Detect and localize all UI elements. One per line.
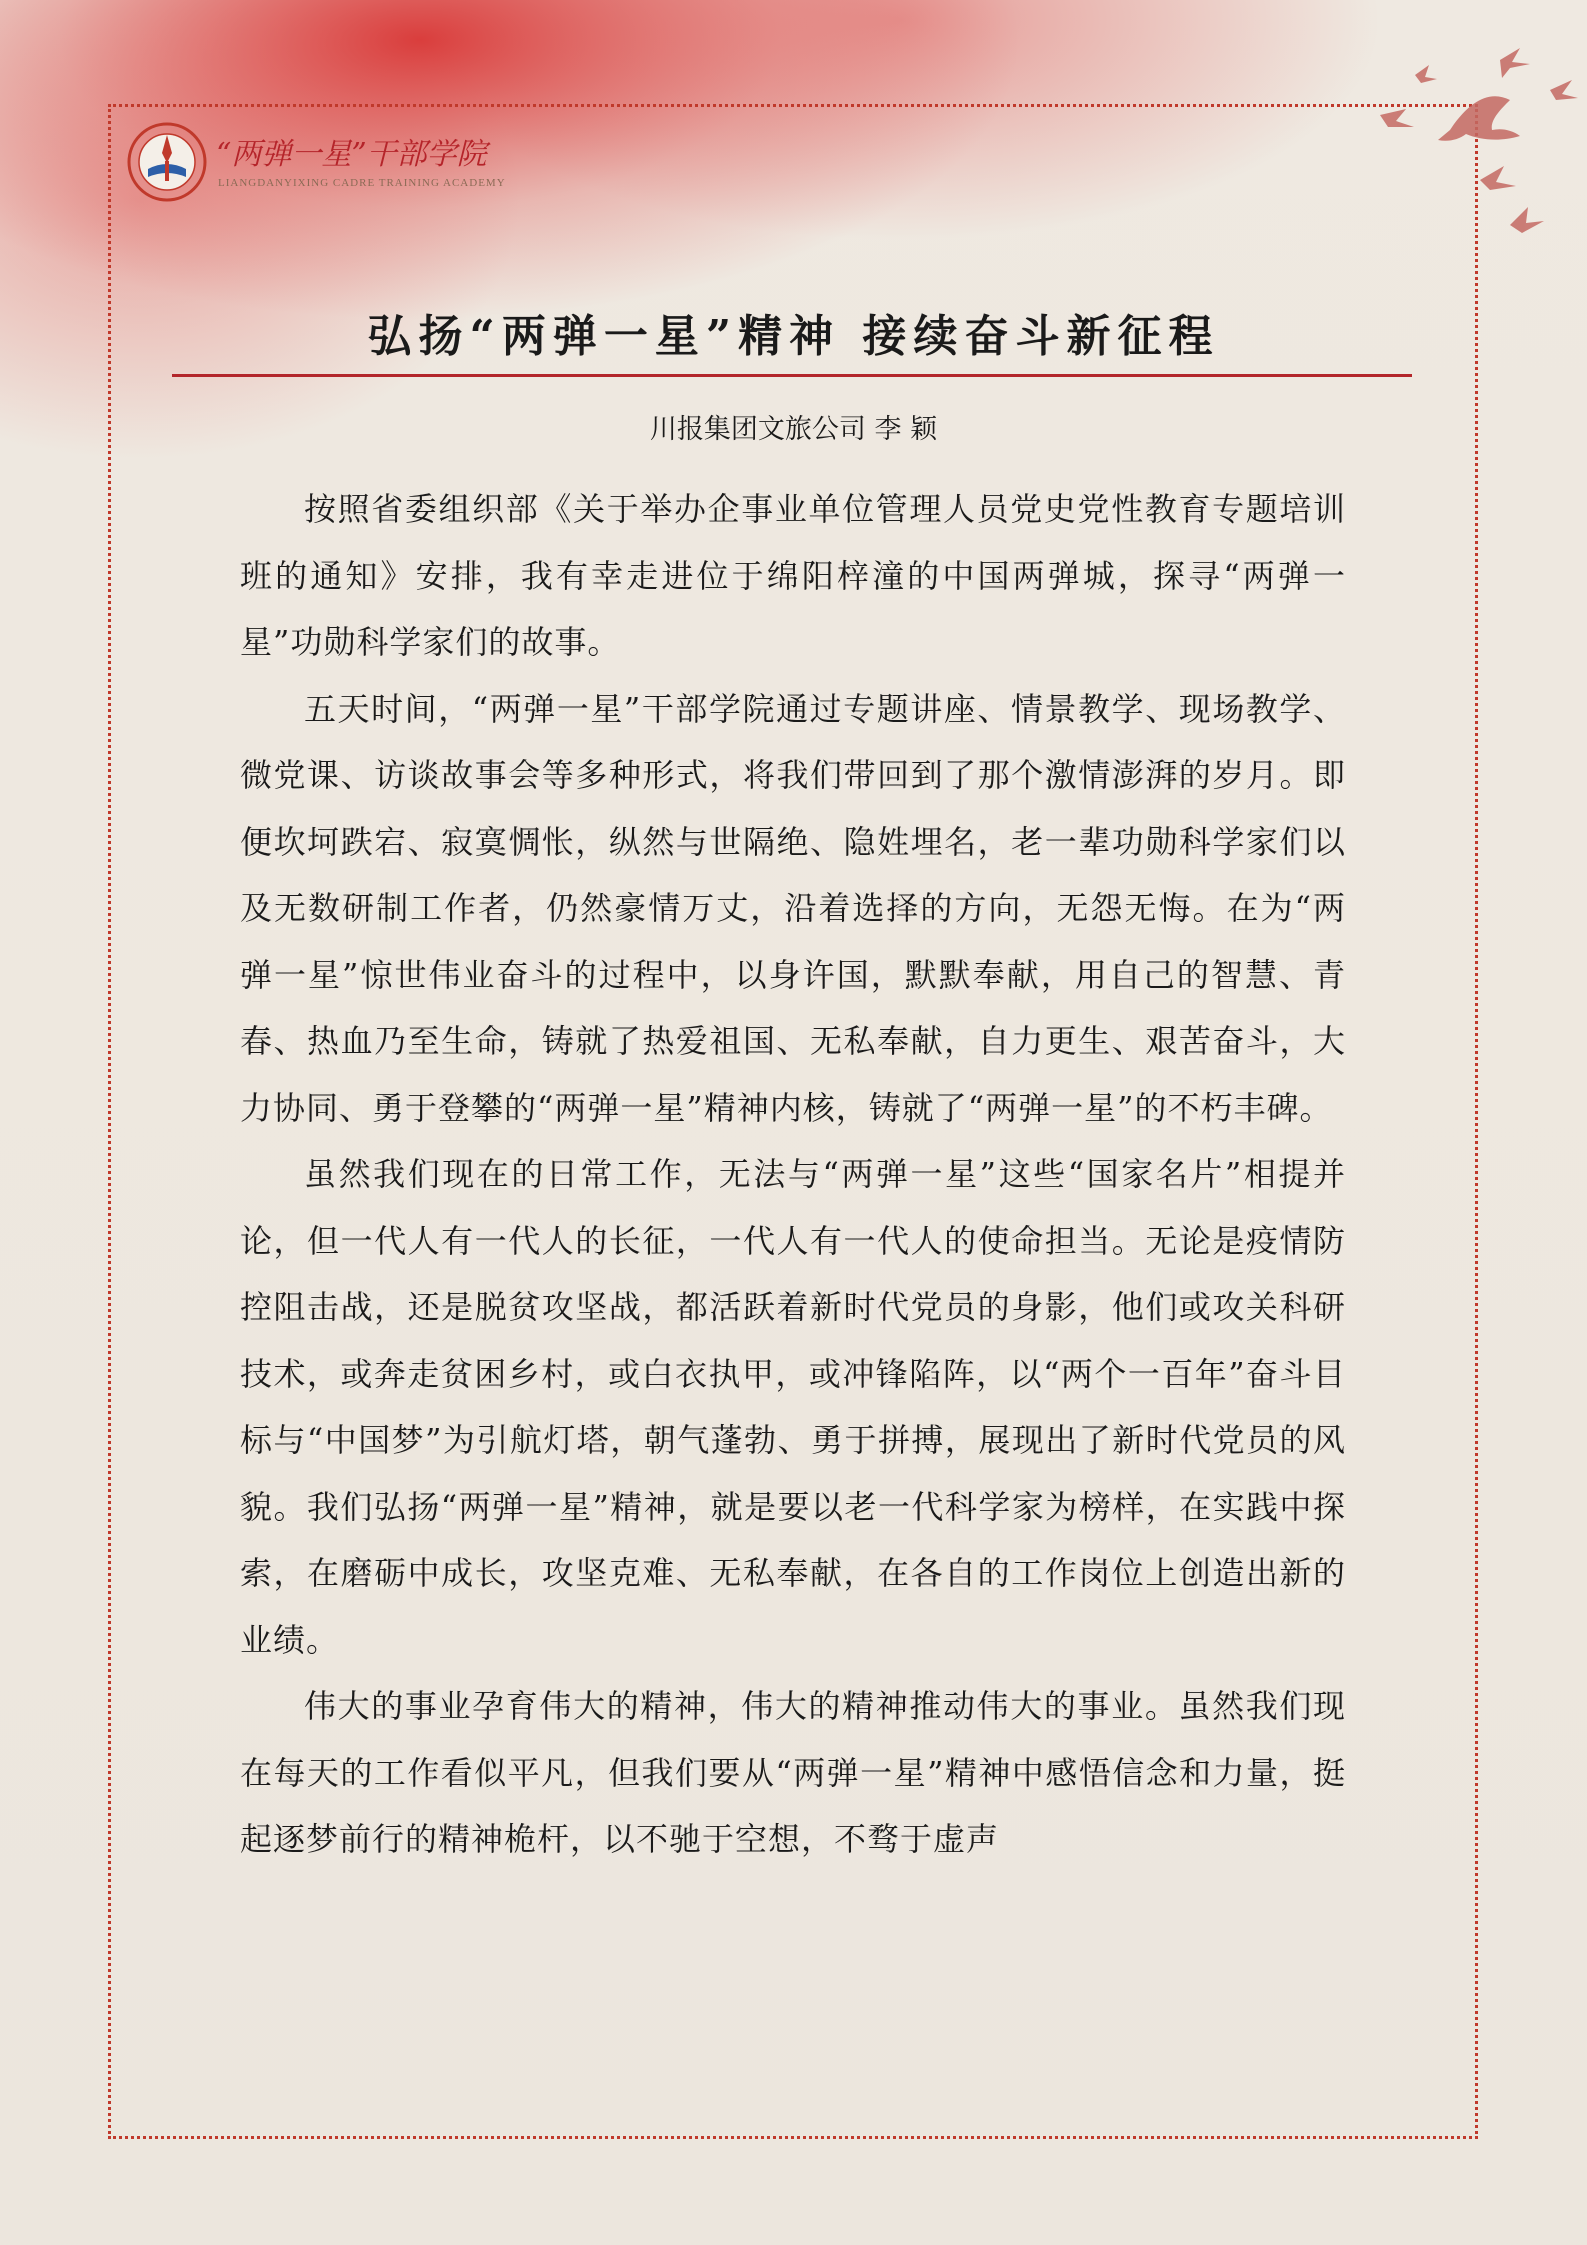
paragraph: 按照省委组织部《关于举办企事业单位管理人员党史党性教育专题培训班的通知》安排，我有幸走进位于绵阳梓潼的中国两弹城，探寻“两弹一星”功勋科学家们的故事。 — [240, 490, 1346, 661]
academy-name: “两弹一星”干部学院 — [216, 137, 487, 172]
paragraph: 虽然我们现在的日常工作，无法与“两弹一星”这些“国家名片”相提并论，但一代人有一代人的长征，一代人有一代人的使命担当。无论是疫情防控阻击战，还是脱贫攻坚战，都活跃着新时代党员的身影，他们或攻关科研技术，或奔走贫困乡村，或白衣执甲，或冲锋陷阵，以“两个一百年”奋斗目标与“中国梦”为引航灯塔，朝气蓬勃、勇于拼搏，展现出了新时代党员的风貌。我们弘扬“两弹一星”精神，就是要以老一代科学家为榜样，在实践中探索，在磨砺中成长，攻坚克难、无私奉献，在各自的工作岗位上创造出新的业绩。 — [240, 1155, 1346, 1659]
flying-doves-icon — [1200, 20, 1580, 250]
article-body — [240, 476, 1346, 1873]
article-title: 弘扬“两弹一星”精神 接续奋斗新征程 — [367, 311, 1220, 362]
article-author: 川报集团文旅公司 李 颖 — [649, 414, 938, 445]
academy-logo — [118, 115, 538, 215]
academy-emblem-icon — [126, 121, 208, 203]
academy-name-english: LIANGDANYIXING CADRE TRAINING ACADEMY — [218, 177, 506, 189]
title-divider — [172, 374, 1412, 377]
paragraph: 伟大的事业孕育伟大的精神，伟大的精神推动伟大的事业。虽然我们现在每天的工作看似平凡，但我们要从“两弹一星”精神中感悟信念和力量，挺起逐梦前行的精神桅杆，以不驰于空想，不骛于虚声 — [240, 1687, 1346, 1858]
paragraph: 五天时间，“两弹一星”干部学院通过专题讲座、情景教学、现场教学、微党课、访谈故事会等多种形式，将我们带回到了那个激情澎湃的岁月。即便坎坷跌宕、寂寞惆怅，纵然与世隔绝、隐姓埋名，老一辈功勋科学家们以及无数研制工作者，仍然豪情万丈，沿着选择的方向，无怨无悔。在为“两弹一星”惊世伟业奋斗的过程中，以身许国，默默奉献，用自己的智慧、青春、热血乃至生命，铸就了热爱祖国、无私奉献，自力更生、艰苦奋斗，大力协同、勇于登攀的“两弹一星”精神内核，铸就了“两弹一星”的不朽丰碑。 — [240, 689, 1346, 1127]
